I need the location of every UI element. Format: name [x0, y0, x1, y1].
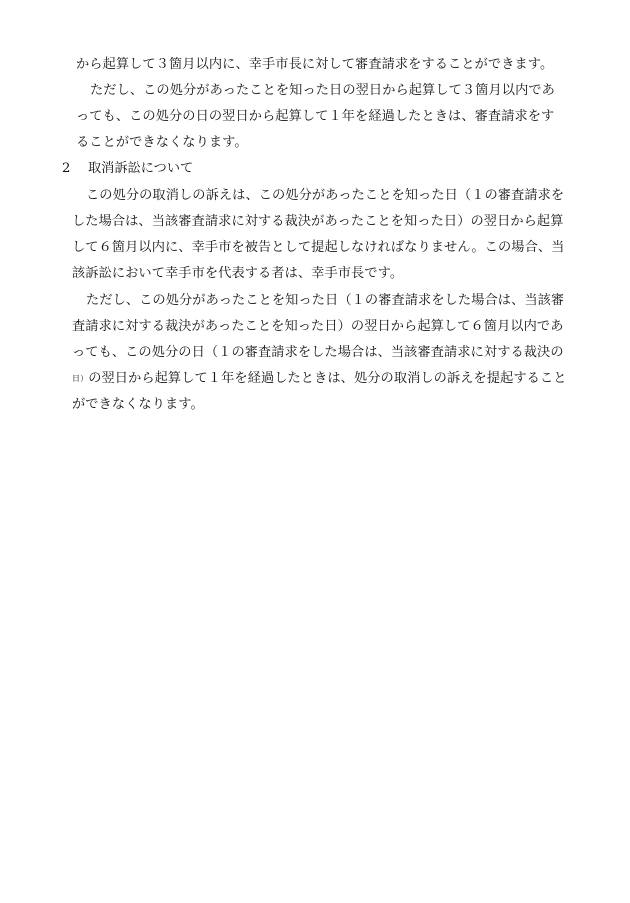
body-line: 査請求に対する裁決があったことを知った日）の翌日から起算して６箇月以内であ — [72, 319, 564, 334]
section-heading — [62, 160, 193, 177]
body-line: この処分の取消しの訴えは、この処分があったことを知った日（１の審査請求を — [86, 188, 565, 203]
body-line: っても、この処分の日（１の審査請求をした場合は、当該審査請求に対する裁決の — [72, 345, 564, 360]
body-line: して６箇月以内に、幸手市を被告として提起しなければなりません。この場合、当 — [72, 240, 565, 255]
section-number: 2 — [62, 161, 71, 176]
body-line: ただし、この処分があったことを知った日（１の審査請求をした場合は、当該審 — [86, 293, 565, 308]
body-line: ただし、この処分があったことを知った日の翌日から起算して３箇月以内であ — [90, 83, 555, 98]
body-line: から起算して３箇月以内に、幸手市長に対して審査請求をすることができます。 — [76, 57, 554, 72]
small-prefix: 日） — [72, 374, 89, 383]
body-line: っても、この処分の日の翌日から起算して１年を経過したときは、審査請求をす — [76, 109, 555, 124]
body-line: ることができなくなります。 — [76, 135, 248, 150]
body-line: した場合は、当該審査請求に対する裁決があったことを知った日）の翌日から起算 — [72, 214, 564, 229]
body-line: ができなくなります。 — [72, 397, 204, 412]
body-line: 該訴訟において幸手市を代表する者は、幸手市長です。 — [72, 266, 404, 281]
body-line-text: の翌日から起算して１年を経過したときは、処分の取消しの訴えを提起すること — [88, 371, 567, 386]
section-title: 取消訴訟について — [88, 161, 194, 176]
body-line — [72, 370, 567, 387]
